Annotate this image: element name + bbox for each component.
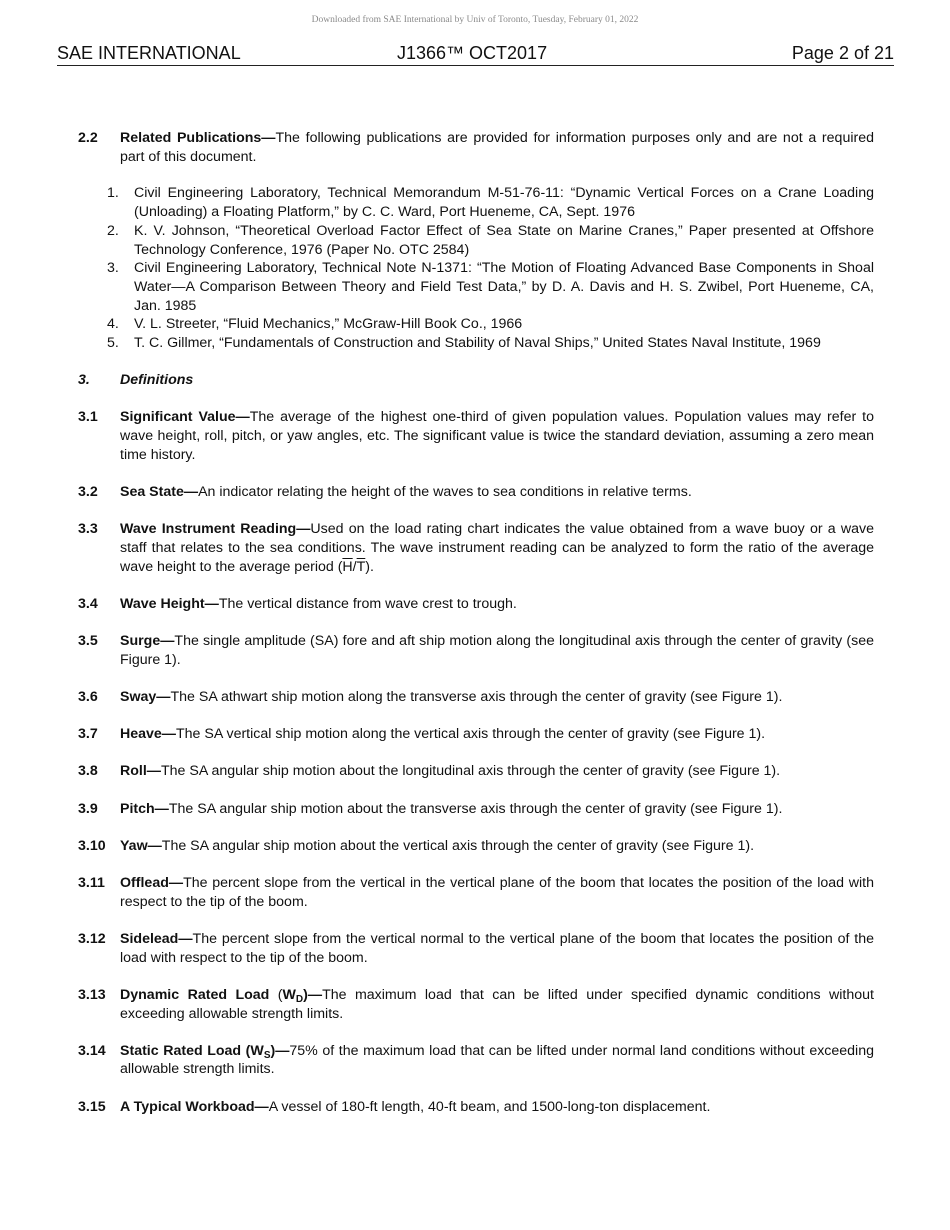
definition-3-12: 3.12 Sidelead—The percent slope from the vertical normal to the vertical plane of the boom that locates the position of the load with respect to the tip of the boom.	[78, 930, 874, 966]
publication-item: 5. T. C. Gillmer, “Fundamentals of Construction and Stability of Naval Ships,” United States Naval Institute, 1969	[107, 335, 821, 352]
header-document-id: J1366™ OCT2017	[397, 43, 548, 63]
definition-3-10: 3.10 Yaw—The SA angular ship motion about the vertical axis through the center of gravity (see Figure 1).	[78, 837, 755, 854]
header-page-number: Page 2 of 21	[791, 43, 894, 63]
definition-3-7: 3.7 Heave—The SA vertical ship motion along the vertical axis through the center of gravity (see Figure 1).	[78, 726, 766, 743]
document-body	[78, 129, 874, 1116]
definition-3-1: 3.1 Significant Value—The average of the highest one-third of given population values. Population values may refer to wave height, roll, pitch, or yaw angles, etc. The significant value is twice the standard deviation, assuming a zero mean time history.	[78, 409, 874, 463]
definition-3-4: 3.4 Wave Height—The vertical distance from wave crest to trough.	[78, 595, 517, 612]
definition-3-8: 3.8 Roll—The SA angular ship motion about the longitudinal axis through the center of gravity (see Figure 1).	[78, 763, 781, 780]
section-text: The following publications are provided for information purposes only and are not a required part of this document.	[120, 130, 874, 165]
page-header	[57, 43, 894, 66]
publication-item: 4. V. L. Streeter, “Fluid Mechanics,” McGraw-Hill Book Co., 1966	[107, 316, 523, 333]
publications-list	[78, 184, 874, 352]
definition-3-11: 3.11 Offlead—The percent slope from the vertical in the vertical plane of the boom that locates the position of the load with respect to the tip of the boom.	[78, 874, 874, 910]
definition-3-6: 3.6 Sway—The SA athwart ship motion along the transverse axis through the center of gravity (see Figure 1).	[78, 688, 783, 705]
definition-3-9: 3.9 Pitch—The SA angular ship motion about the transverse axis through the center of gravity (see Figure 1).	[78, 800, 783, 817]
section-number: 2.2	[78, 130, 98, 146]
header-organization: SAE INTERNATIONAL	[57, 43, 241, 63]
definition-3-5: 3.5 Surge—The single amplitude (SA) fore and aft ship motion along the longitudinal axis through the center of gravity (see Figure 1).	[78, 633, 874, 668]
publication-item: 2. K. V. Johnson, “Theoretical Overload Factor Effect of Sea State on Marine Cranes,” Paper presented at Offshore Technology Conference, 1976 (Paper No. OTC 2584)	[107, 222, 874, 258]
definition-3-2: 3.2 Sea State—An indicator relating the height of the waves to sea conditions in relative terms.	[78, 484, 692, 501]
publication-item: 3. Civil Engineering Laboratory, Technical Note N-1371: “The Motion of Floating Advanced Base Components in Shoal Water—A Comparison Between Theory and Field Test Data,” by D. A. Davis and H. S. Zwibel, Port Hueneme, CA, Jan. 1985	[107, 260, 874, 314]
wave-height-symbol: $\overline{H}$	[342, 558, 353, 575]
publication-item: 1. Civil Engineering Laboratory, Technical Memorandum M-51-76-11: “Dynamic Vertical Forces on a Crane Loading (Unloading) a Floating Platform,” by C. C. Ward, Port Hueneme, CA, Sept. 1976	[107, 185, 874, 221]
download-watermark: Downloaded from SAE International by Univ of Toronto, Tuesday, February 01, 2022	[311, 15, 639, 25]
definition-3-3: 3.3 Wave Instrument Reading—Used on the load rating chart indicates the value obtained from a wave buoy or a wave staff that relates to the sea conditions. The wave instrument reading can be analyzed to form the ratio of the average wave height to the average period $(\overline{H}/\overline{T})$.	[78, 521, 874, 575]
definition-3-13: 3.13 Dynamic Rated Load $(W_D)—The$ maximum load that can be lifted under specified dynamic conditions without exceeding allowable strength limits.	[78, 986, 874, 1022]
section-2-2	[78, 129, 874, 166]
section-title: Definitions	[120, 372, 194, 389]
section-3-heading	[78, 371, 874, 390]
section-number: 3.	[78, 372, 90, 389]
wave-period-symbol: $\overline{T}$	[356, 558, 366, 575]
definition-3-14: 3.14 Static Rated Load $(W_S)—75\%$ of the maximum load that can be lifted under normal land conditions without exceeding allowable strength limits.	[78, 1042, 874, 1078]
definition-3-15: 3.15 A Typical Workboad—A vessel of 180-ft length, 40-ft beam, and 1500-long-ton displacement.	[78, 1098, 711, 1115]
section-term: Related Publications—	[120, 130, 276, 146]
